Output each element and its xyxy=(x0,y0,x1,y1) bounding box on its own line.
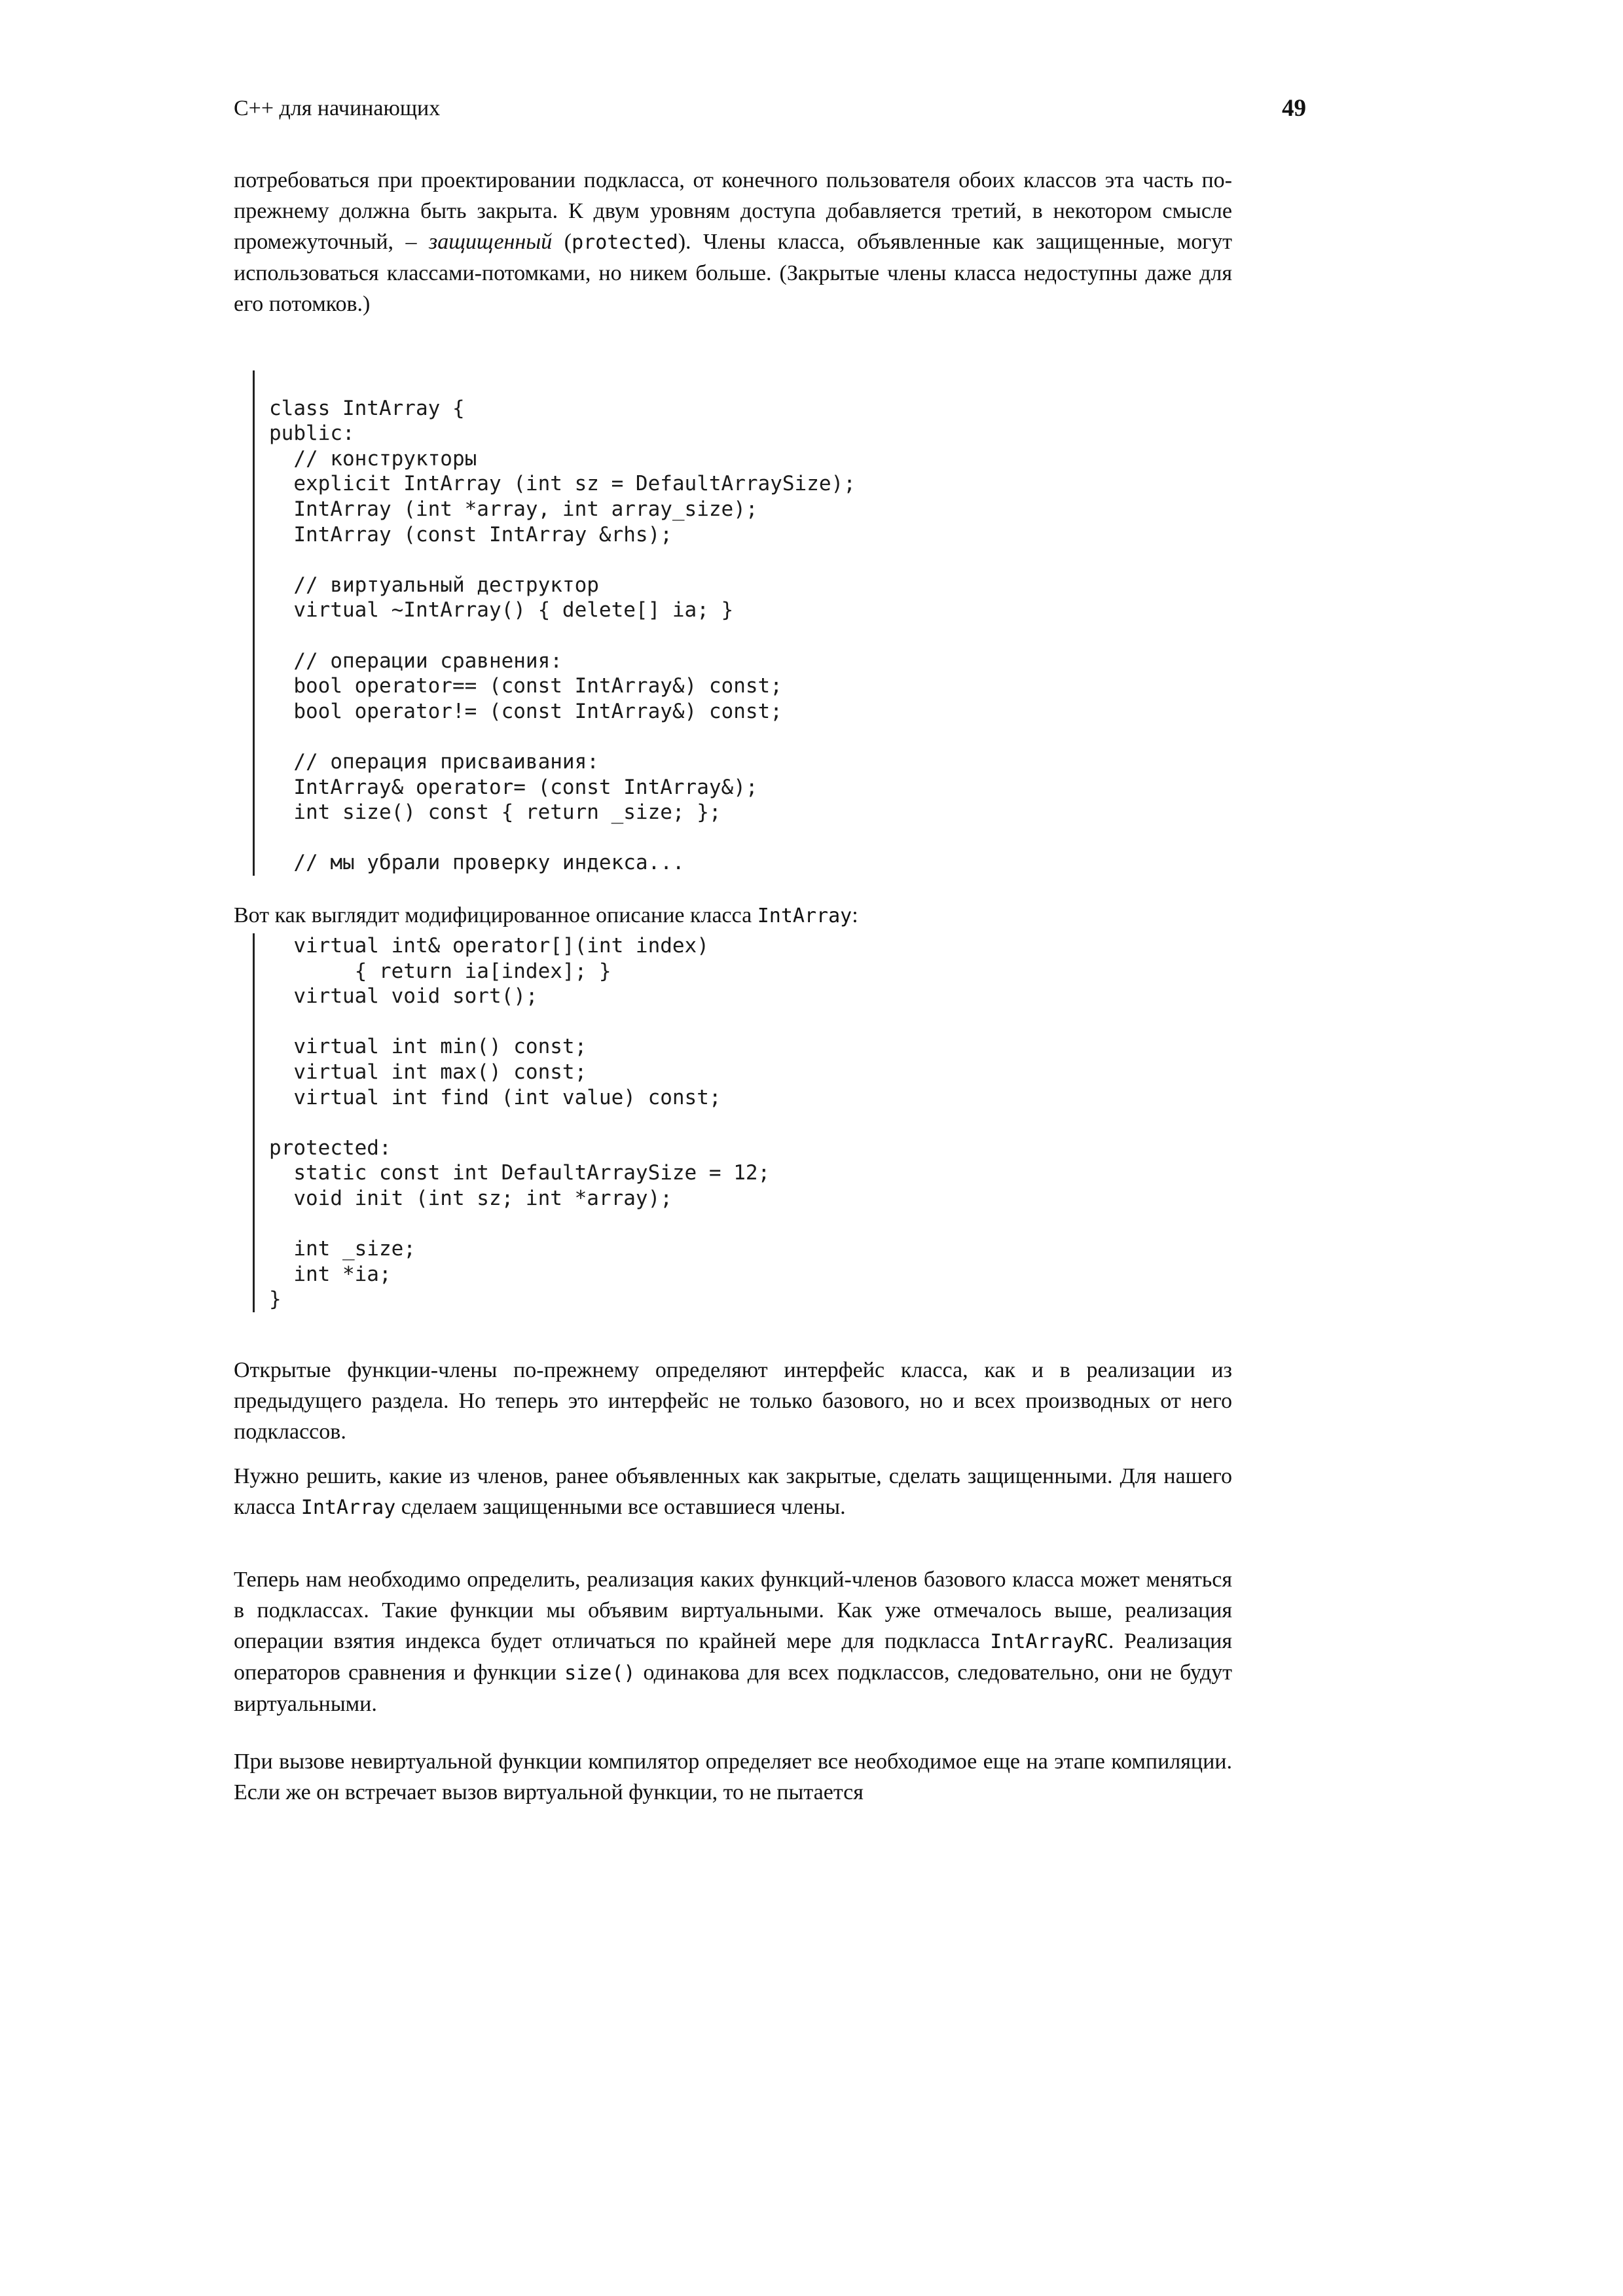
code-block-modified-class xyxy=(253,933,770,1312)
keyword-intarray: IntArray xyxy=(301,1496,396,1519)
running-head-title: C++ для начинающих xyxy=(234,96,441,120)
listing-caption: Вот как выглядит модифицированное описание класса IntArray: xyxy=(234,903,858,927)
code-block-class-declaration xyxy=(253,370,856,876)
keyword-intarray: IntArray xyxy=(757,905,852,927)
paragraph-virtual-functions: Теперь нам необходимо определить, реализация каких функций-членов базового класса может меняться в подклассах. Такие функции мы объявим виртуальными. Как уже отмечалось выше, реализация операции взятия индекса будет отличаться по крайней мере для подкласса IntArrayRC. Реализация операторов сравнения и функции size() одинакова для всех подклассов, следовательно, они не будут виртуальными. xyxy=(234,1568,1232,1716)
code-listing-2: virtual int& operator[](int index) { return ia[index]; } virtual void sort(); virtual int min() const; virtual int max() const; virtual int find (int value) const; protected: static const int DefaultArraySize = 12; void init (int sz; int *array); int _size; int *ia; } xyxy=(269,934,771,1312)
code-listing-1: class IntArray { public: // конструкторы explicit IntArray (int sz = DefaultArraySize); IntArray (int *array, int array_size); IntArray (const IntArray &rhs); // виртуальный деструктор virtual ~IntArray() { delete[] ia; } // операции сравнения: bool operator== (const IntArray&) const; bool operator!= (const IntArray&) const; // операция присваивания: IntArray& operator= (const IntArray&); int size() const { return _size; }; // мы убрали проверку индекса... xyxy=(269,396,856,875)
emphasis-protected-term: защищенный xyxy=(429,230,553,254)
intro-paragraph: потребоваться при проектировании подкласса, от конечного пользователя обоих классов эта часть по-прежнему должна быть закрыта. К двум уровням доступа добавляется третий, в некотором смысле промежуточный, – защищенный (protected). Члены класса, объявленные как защищенные, могут использоваться классами-потомками, но никем больше. (Закрытые члены класса недоступны даже для его потомков.) xyxy=(234,168,1233,316)
keyword-protected: protected xyxy=(572,231,678,254)
paragraph-open-members: Открытые функции-члены по-прежнему определяют интерфейс класса, как и в реализации из предыдущего раздела. Но теперь это интерфейс не только базового, но и всех производных от него подклассов. xyxy=(234,1358,1232,1444)
page-number: 49 xyxy=(1282,95,1306,122)
paragraph-protected-members: Нужно решить, какие из членов, ранее объявленных как закрытые, сделать защищенными. Для нашего класса IntArray сделаем защищенными все оставшиеся члены. xyxy=(234,1464,1232,1519)
page-header xyxy=(234,93,1306,126)
keyword-size: size() xyxy=(564,1662,636,1685)
paragraph-nonvirtual-calls: При вызове невиртуальной функции компилятор определяет все необходимое еще на этапе компиляции. Если же он встречает вызов виртуальной функции, то не пытается xyxy=(234,1749,1232,1804)
keyword-intarrayrc: IntArrayRC xyxy=(990,1630,1108,1653)
